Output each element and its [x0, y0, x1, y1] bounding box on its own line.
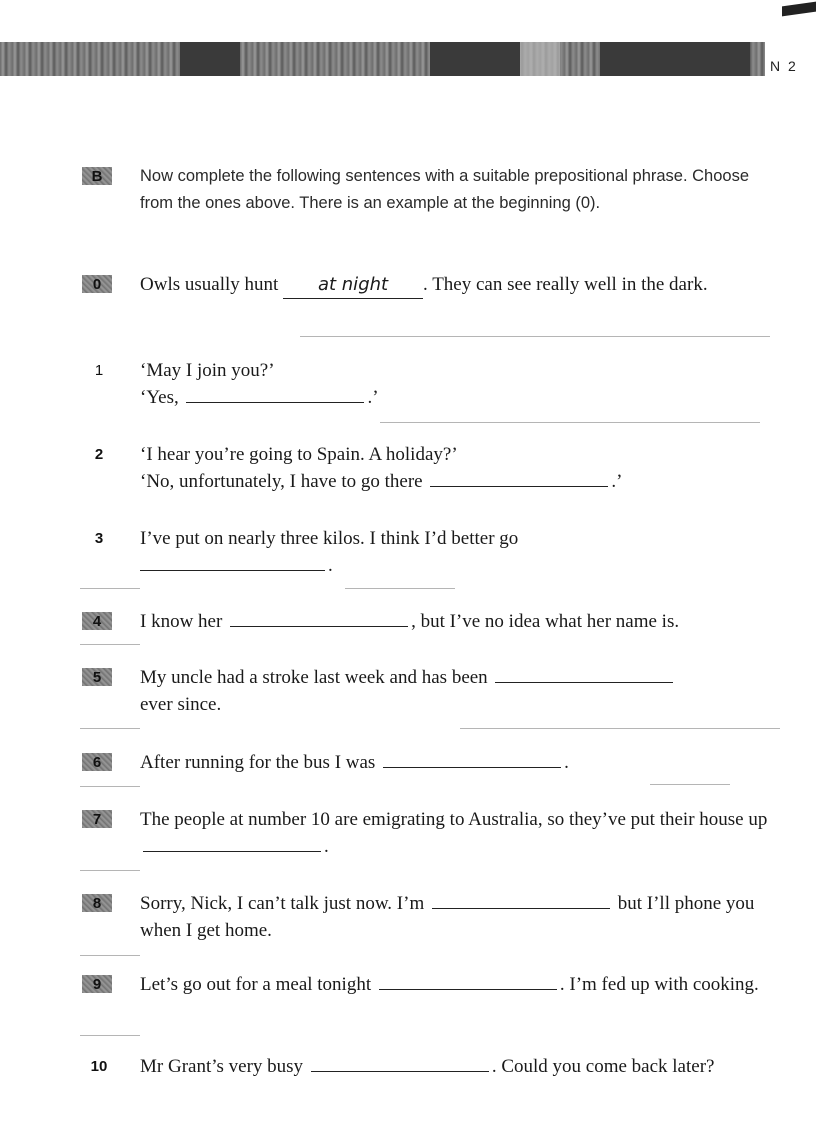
answer-blank[interactable] [311, 1055, 489, 1072]
item-text: Let’s go out for a meal tonight [140, 974, 372, 995]
item-text: . I’m fed up with cooking. [559, 974, 759, 995]
item-number: 4 [82, 612, 112, 630]
separator [80, 588, 140, 589]
answer-blank[interactable] [140, 554, 325, 571]
item-text: ‘No, unfortunately, I have to go there [140, 471, 423, 492]
separator [380, 422, 760, 423]
item-text: The people at number 10 are emigrating to Australia, so they’ve put their house up [140, 809, 768, 830]
item-text: . Could you come back later? [491, 1056, 715, 1077]
corner-mark [782, 2, 816, 17]
item-text: I know her [140, 611, 223, 632]
item-text: My uncle had a stroke last week and has been [140, 667, 488, 688]
example-text-after: . They can see really well in the dark. [423, 274, 708, 295]
answer-blank[interactable] [430, 470, 608, 487]
item-text: . [564, 752, 569, 773]
item-number: 3 [94, 529, 104, 547]
example-answer: at night [283, 271, 423, 299]
header-band [0, 42, 765, 76]
separator [300, 336, 770, 337]
separator [80, 1035, 140, 1036]
answer-blank[interactable] [495, 666, 673, 683]
item-number: 8 [82, 894, 112, 912]
item-text: After running for the bus I was [140, 752, 376, 773]
item-number: 6 [82, 753, 112, 771]
item-text: . [324, 836, 329, 857]
separator [80, 786, 140, 787]
item-text: , but I’ve no idea what her name is. [411, 611, 680, 632]
item-text: .’ [367, 387, 379, 408]
answer-blank[interactable] [383, 751, 561, 768]
item-text: Mr Grant’s very busy [140, 1056, 304, 1077]
instruction-text: Now complete the following sentences with a suitable prepositional phrase. Choose from the ones above. There is an example at the beginning (0). [140, 167, 750, 212]
item-number: 5 [82, 668, 112, 686]
item-text: ever since. [140, 694, 222, 715]
separator [80, 644, 140, 645]
separator [80, 728, 140, 729]
answer-blank[interactable] [379, 973, 557, 990]
answer-blank[interactable] [143, 835, 321, 852]
item-text: Sorry, Nick, I can’t talk just now. I’m [140, 893, 425, 914]
item-number: 1 [94, 361, 104, 379]
separator [345, 588, 455, 589]
item-text: ‘I hear you’re going to Spain. A holiday?’ [140, 444, 458, 465]
instruction-label: B [82, 167, 112, 185]
answer-blank[interactable] [230, 610, 408, 627]
item-text: ‘May I join you?’ [140, 360, 275, 381]
example-label: 0 [82, 275, 112, 293]
item-number: 9 [82, 975, 112, 993]
item-text: .’ [611, 471, 623, 492]
separator [650, 784, 730, 785]
item-number: 7 [82, 810, 112, 828]
answer-blank[interactable] [186, 386, 364, 403]
separator [80, 870, 140, 871]
item-text: I’ve put on nearly three kilos. I think I’d better go [140, 528, 519, 549]
item-text: ‘Yes, [140, 387, 179, 408]
item-number: 10 [90, 1057, 108, 1075]
answer-blank[interactable] [432, 892, 610, 909]
separator [80, 955, 140, 956]
item-number: 2 [94, 445, 104, 463]
item-text: . [328, 555, 333, 576]
example-text-before: Owls usually hunt [140, 274, 279, 295]
unit-number: N 2 [770, 58, 798, 74]
separator [460, 728, 780, 729]
item-text: but I’ll phone you when I get home. [140, 893, 755, 941]
